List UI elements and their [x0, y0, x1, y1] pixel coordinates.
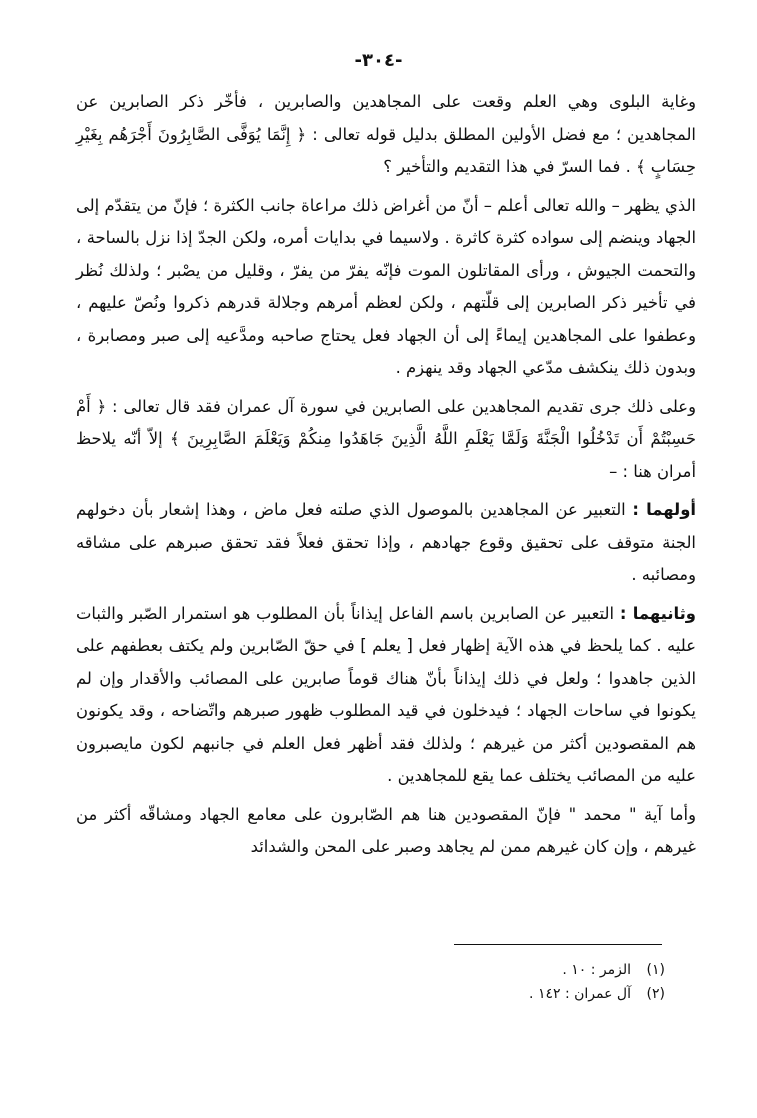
footnote-1-number: (١)	[646, 962, 665, 978]
lead-second: وثانيهما :	[619, 603, 696, 623]
paragraph-4	[76, 494, 696, 592]
paragraph-2: الذي يظهر – والله تعالى أعلم – أنّ من أغراض ذلك مراعاة جانب الكثرة ؛ فإنّ من يتقدّم إلى الجهاد وينضم إلى سواده كثرة كاثرة . ولاسيما في بدايات أمره، ولكن الجدّ إذا نزل بالساحة ، والتحمت الجيوش ، ورأى المقاتلون الموت فإنّه يفرّ من يفرّ ، وقليل من يصْبر ؛ ولذلك نُظر في تأخير ذكر الصابرين إلى قلّتهم ، ولكن لعظم أمرهم وجلالة قدرهم ذكروا ونُصّ عليهم ، وعطفوا على المجاهدين إيماءً إلى أن الجهاد فعل يحتاج صاحبه ومدَّعيه إلى صبر ومصابرة ، وبدون ذلك ينكشف مدّعي الجهاد وقد ينهزم .	[76, 195, 696, 377]
main-text	[76, 86, 696, 864]
footnote-2	[265, 982, 665, 1006]
paragraph-1: وغاية البلوى وهي العلم وقعت على المجاهدين والصابرين ، فأخّر ذكر الصابرين عن المجاهدين ؛ مع فضل الأولين المطلق بدليل قوله تعالى : ﴿ إِنَّمَا يُوَفَّى الصَّابِرُونَ أَجْرَهُم بِغَيْرِ حِسَابٍ ﴾ . فما السرّ في هذا التقديم والتأخير ؟	[76, 92, 696, 176]
footnote-2-number: (٢)	[646, 986, 665, 1002]
footnote-1	[265, 958, 665, 982]
lead-first: أولهما :	[632, 500, 696, 519]
paragraph-6: وأما آية " محمد " فإنّ المقصودين هنا هم الصّابرون على معامع الجهاد ومشاقّه أكثر من غيرهم ، وإن كان غيرهم ممن لم يجاهد وصبر على المحن والشدائد	[76, 804, 696, 856]
paragraph-3: وعلى ذلك جرى تقديم المجاهدين على الصابرين في سورة آل عمران فقد قال تعالى : ﴿ أَمْ حَسِبْتُمْ أَن تَدْخُلُوا الْجَنَّةَ وَلَمَّا يَعْلَمِ اللَّهُ الَّذِينَ جَاهَدُوا مِنكُمْ وَيَعْلَمَ الصَّابِرِينَ ﴾ إلاّ أنّه يلاحظ أمران هنا : –	[76, 396, 696, 481]
footnote-separator	[454, 944, 662, 945]
footnote-1-text: الزمر : ١٠ .	[562, 962, 631, 978]
page-number: -٣٠٤-	[354, 50, 403, 71]
footnotes	[265, 958, 665, 1006]
paragraph-5	[76, 598, 696, 793]
paragraph-4-text: التعبير عن المجاهدين بالموصول الذي صلته فعل ماض ، وهذا إشعار بأن دخولهم الجنة متوقف على تحقيق وقوع جهادهم ، وإذا تحقق فعلاً فقد تحقق صبرهم على مشاقه ومصائبه .	[76, 500, 696, 584]
paragraph-5-text: التعبير عن الصابرين باسم الفاعل إيذاناً بأن المطلوب هو استمرار الصّبر والثبات عليه . كما يلحظ في هذه الآية إظهار فعل [ يعلم ] في حقّ الصّابرين ولم يكتف بعطفهم على الذين جاهدوا ؛ ولعل في ذلك إيذاناً بأنّ هناك قوماً صابرين على المصائب والأقدار وإن لم يكونوا في ساحات الجهاد ؛ فيدخلون في قيد المطلوب ظهور صبرهم واتّضاحه ، وقد يكونون هم المقصودين أكثر من غيرهم ؛ ولذلك فقد أظهر فعل العلم في جانبهم لكون مايصبرون عليه من المصائب يختلف عما يقع للمجاهدين .	[76, 603, 696, 785]
footnote-2-text: آل عمران : ١٤٢ .	[529, 986, 631, 1002]
